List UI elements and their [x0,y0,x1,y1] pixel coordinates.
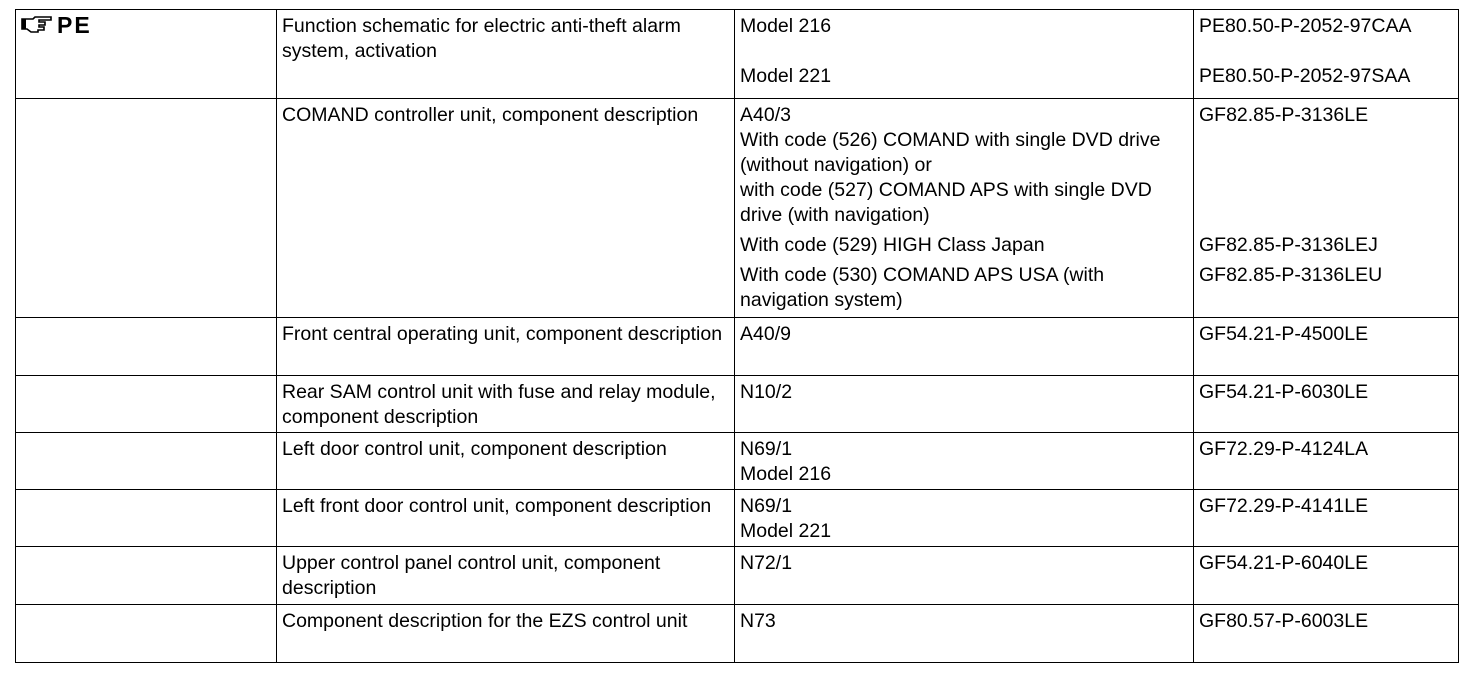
row-title: Rear SAM control unit with fuse and relay module, component description [282,381,716,428]
ref-link[interactable]: GF54.21-P-6030LE [1199,381,1369,403]
ref-link[interactable]: GF54.21-P-6040LE [1199,552,1369,574]
spec-cell [735,433,1194,490]
ref-cell [1194,99,1459,318]
spec-entry: N73 [740,610,776,632]
table-row [16,10,1459,99]
spec-cell [735,547,1194,605]
spec-entry: N10/2 [740,381,793,403]
spec-entry: N69/1 Model 216 [740,438,832,485]
ref-link[interactable]: GF82.85-P-3136LEJ [1199,234,1378,256]
row-title: Left door control unit, component description [282,438,667,460]
table-row [16,547,1459,605]
pe-label: PE [57,12,92,38]
marker-cell [16,376,277,433]
row-title: COMAND controller unit, component description [282,104,699,126]
marker-cell [16,433,277,490]
spec-entry: With code (530) COMAND APS USA (with navigation system) [740,264,1105,311]
pointing-hand-icon [21,16,53,34]
marker-cell [16,10,277,99]
title-cell [277,605,735,663]
marker-cell [16,547,277,605]
spec-cell [735,376,1194,433]
ref-cell [1194,433,1459,490]
ref-link[interactable]: GF72.29-P-4141LE [1199,495,1369,517]
ref-cell [1194,10,1459,99]
spec-cell [735,318,1194,376]
ref-link[interactable]: PE80.50-P-2052-97SAA [1199,65,1411,87]
ref-cell [1194,318,1459,376]
spec-entry: With code (529) HIGH Class Japan [740,234,1045,256]
marker-cell [16,605,277,663]
spec-cell [735,10,1194,99]
title-cell [277,10,735,99]
pe-mark [21,14,271,36]
spec-entry: Model 221 [740,65,832,87]
row-title: Function schematic for electric anti-theft alarm system, activation [282,15,681,62]
table-row [16,605,1459,663]
ref-link[interactable]: GF82.85-P-3136LE [1199,104,1369,126]
marker-cell [16,490,277,547]
ref-link[interactable]: GF54.21-P-4500LE [1199,323,1369,345]
title-cell [277,376,735,433]
marker-cell [16,318,277,376]
ref-link[interactable]: GF82.85-P-3136LEU [1199,264,1383,286]
spec-entry: N72/1 [740,552,793,574]
spec-entry: A40/9 [740,323,791,345]
spec-cell [735,490,1194,547]
spec-entry: N69/1 Model 221 [740,495,832,542]
ref-link[interactable]: GF72.29-P-4124LA [1199,438,1369,460]
row-title: Component description for the EZS control unit [282,610,688,632]
table-row [16,490,1459,547]
ref-link[interactable]: PE80.50-P-2052-97CAA [1199,15,1412,37]
ref-cell [1194,376,1459,433]
spec-cell [735,99,1194,318]
row-title: Upper control panel control unit, component description [282,552,661,599]
title-cell [277,490,735,547]
ref-cell [1194,547,1459,605]
table-row [16,99,1459,318]
marker-cell [16,99,277,318]
table-row [16,433,1459,490]
reference-table [15,9,1459,663]
title-cell [277,99,735,318]
title-cell [277,318,735,376]
table-row [16,318,1459,376]
ref-cell [1194,490,1459,547]
spec-cell [735,605,1194,663]
spec-entry: A40/3 With code (526) COMAND with single DVD drive (without navigation) or with code (527) COMAND APS with single DVD drive (with navigation) [740,104,1161,226]
table-row [16,376,1459,433]
title-cell [277,547,735,605]
row-title: Left front door control unit, component description [282,495,712,517]
ref-link[interactable]: GF80.57-P-6003LE [1199,610,1369,632]
ref-cell [1194,605,1459,663]
row-title: Front central operating unit, component description [282,323,723,345]
spec-entry: Model 216 [740,15,832,37]
title-cell [277,433,735,490]
